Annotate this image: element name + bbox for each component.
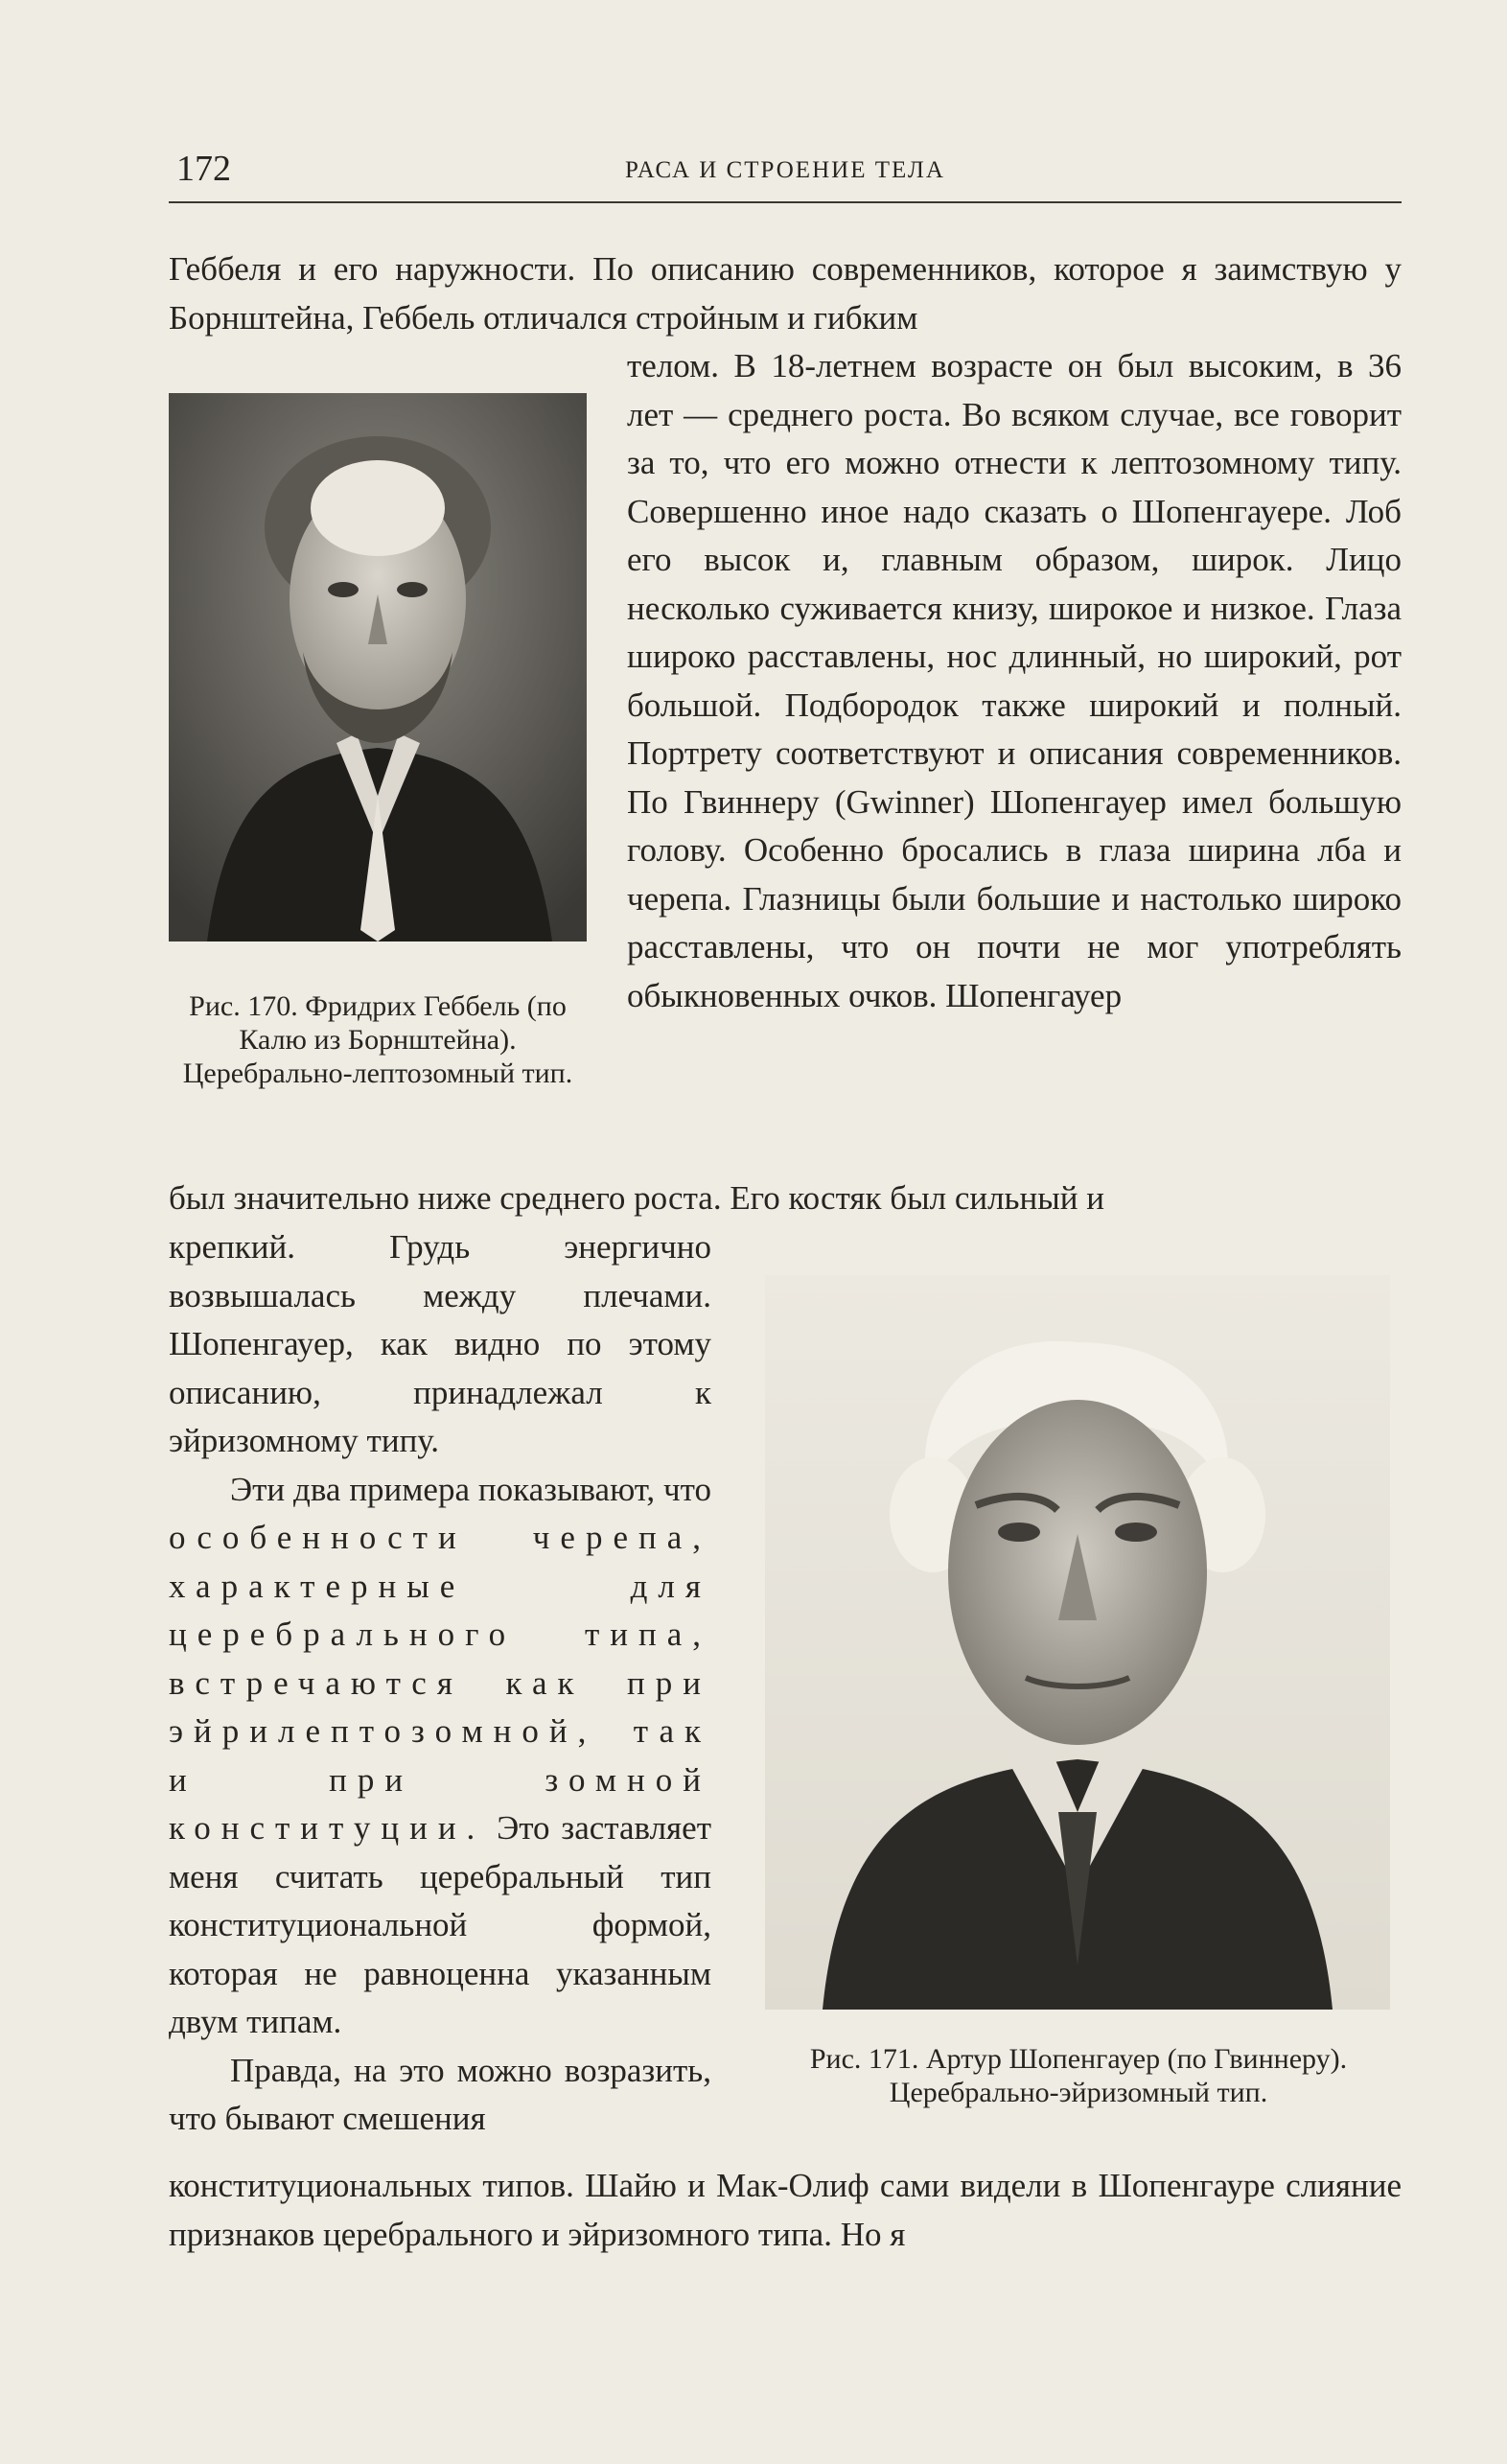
text-middle-full [169, 1174, 1402, 1223]
paragraph: телом. В 18-летнем возрасте он был высоким, в 36 лет — среднего роста. Во всяком случае, все говорит за то, что его можно отнести к лептозомному типу. Совершенно иное надо сказать о Шопенгауере. Лоб его высок и, главным образом, широк. Лицо несколько суживается книзу, широкое и низкое. Глаза широко расставлены, нос длинный, но широкий, рот большой. Подбородок также широкий и полный. Портрету соответствуют и описания современников. По Гвиннеру (Gwinner) Шопенгауер имел большую голову. Особенно бросались в глаза ширина лба и черепа. Глазницы были большие и настолько широко расставлены, что он почти не мог употреблять обыкновенных очков. Шопенгауер [627, 347, 1402, 1014]
paragraph-examples: Эти два примера показывают, что особенности черепа, характерные для церебрального типа, встречаются как при эйрилептозомной, так и при зомной конституции. Это заставляет меня считать церебральный тип конституциональной формой, которая не равноценна указанным двум типам. [169, 1470, 711, 2040]
running-title: РАСА И СТРОЕНИЕ ТЕЛА [625, 157, 945, 183]
text-bottom-full [169, 2162, 1402, 2259]
paragraph: был значительно ниже среднего роста. Его костяк был сильный и [169, 1179, 1104, 1217]
paragraph: Правда, на это можно возразить, что бывают смешения [169, 2051, 711, 2137]
figure-171-caption: Рис. 171. Артур Шопенгауер (по Гвиннеру). Церебрально-эйризомный тип. [809, 2043, 1348, 2108]
paragraph: крепкий. Грудь энергично возвышалась между плечами. Шопенгауер, как видно по этому описанию, принадлежал к эйризомному типу. [169, 1228, 711, 1459]
figure-171 [755, 1275, 1402, 2119]
paragraph: конституциональных типов. Шайю и Мак-Олиф сами видели в Шопенгауре слияние признаков церебрального и эйризомного типа. Но я [169, 2167, 1402, 2253]
figure-170-caption: Рис. 170. Фридрих Геббель (по Калю из Борнштейна). Церебрально-лептозомный тип. [182, 990, 573, 1089]
text-top-full [169, 245, 1402, 342]
paragraph: Геббеля и его наружности. По описанию современников, которое я заимствую у Борнштейна, Геббель отличался стройным и гибким [169, 250, 1402, 337]
page-number: 172 [176, 149, 231, 189]
figure-170 [169, 393, 587, 1127]
text-right-column [627, 342, 1402, 1020]
portrait-photo-hebbel [169, 393, 587, 941]
spaced-emphasis: особенности черепа, характерные для церебрального типа, встречаются как при эйрилептозомной, так и при зомной конституции. [169, 1519, 711, 1847]
portrait-photo-schopenhauer [765, 1275, 1390, 2010]
text-left-column [169, 1223, 711, 2144]
page-header [169, 144, 1402, 203]
